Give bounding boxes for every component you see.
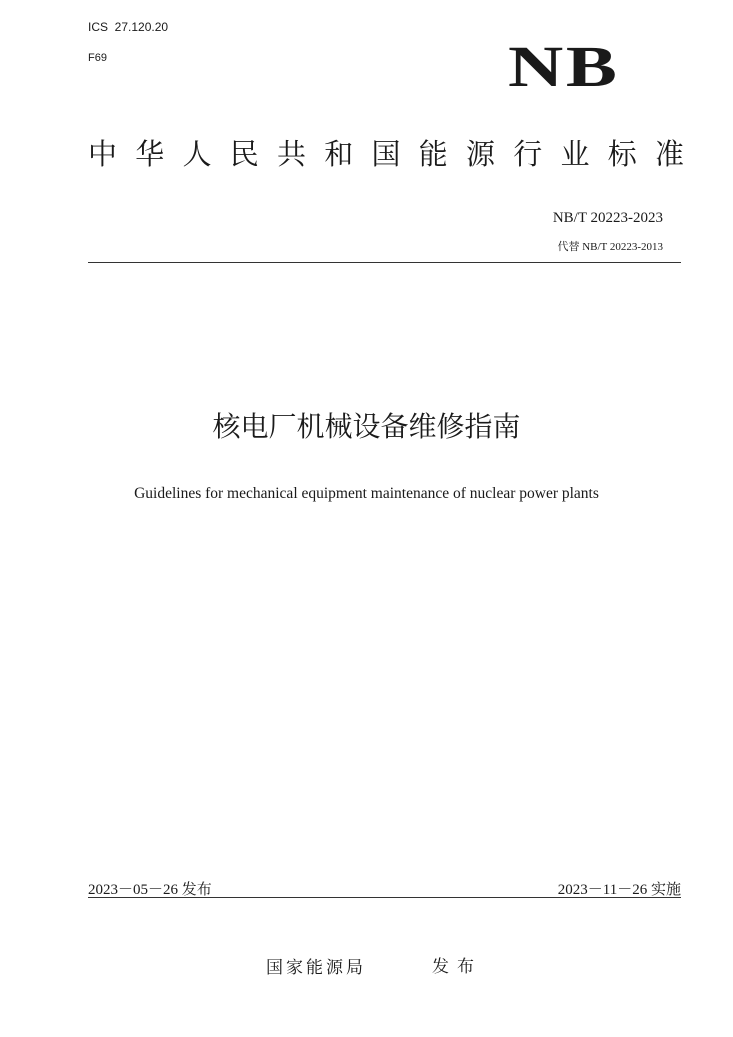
document-title-cn: 核电厂机械设备维修指南 <box>212 410 521 443</box>
footer-divider <box>88 897 681 898</box>
issuer-action: 发布 <box>432 957 482 977</box>
issuer-name: 国家能源局 <box>266 958 366 978</box>
standard-code: NB/T 20223-2023 <box>552 210 663 226</box>
nb-logo: NB <box>508 34 620 99</box>
document-title-en: Guidelines for mechanical equipment maintenance of nuclear power plants <box>134 485 599 502</box>
implementation-date: 2023－11－26 实施 <box>557 882 681 898</box>
ics-number: ICS 27.120.20 <box>88 20 169 34</box>
issue-date: 2023－05－26 发布 <box>88 882 212 898</box>
header-divider <box>88 262 681 263</box>
classification-code: F69 <box>88 52 107 64</box>
replaces-code: 代替 NB/T 20223-2013 <box>557 241 663 253</box>
standard-type-heading: 中华人民共和国能源行业标准 <box>88 137 684 171</box>
